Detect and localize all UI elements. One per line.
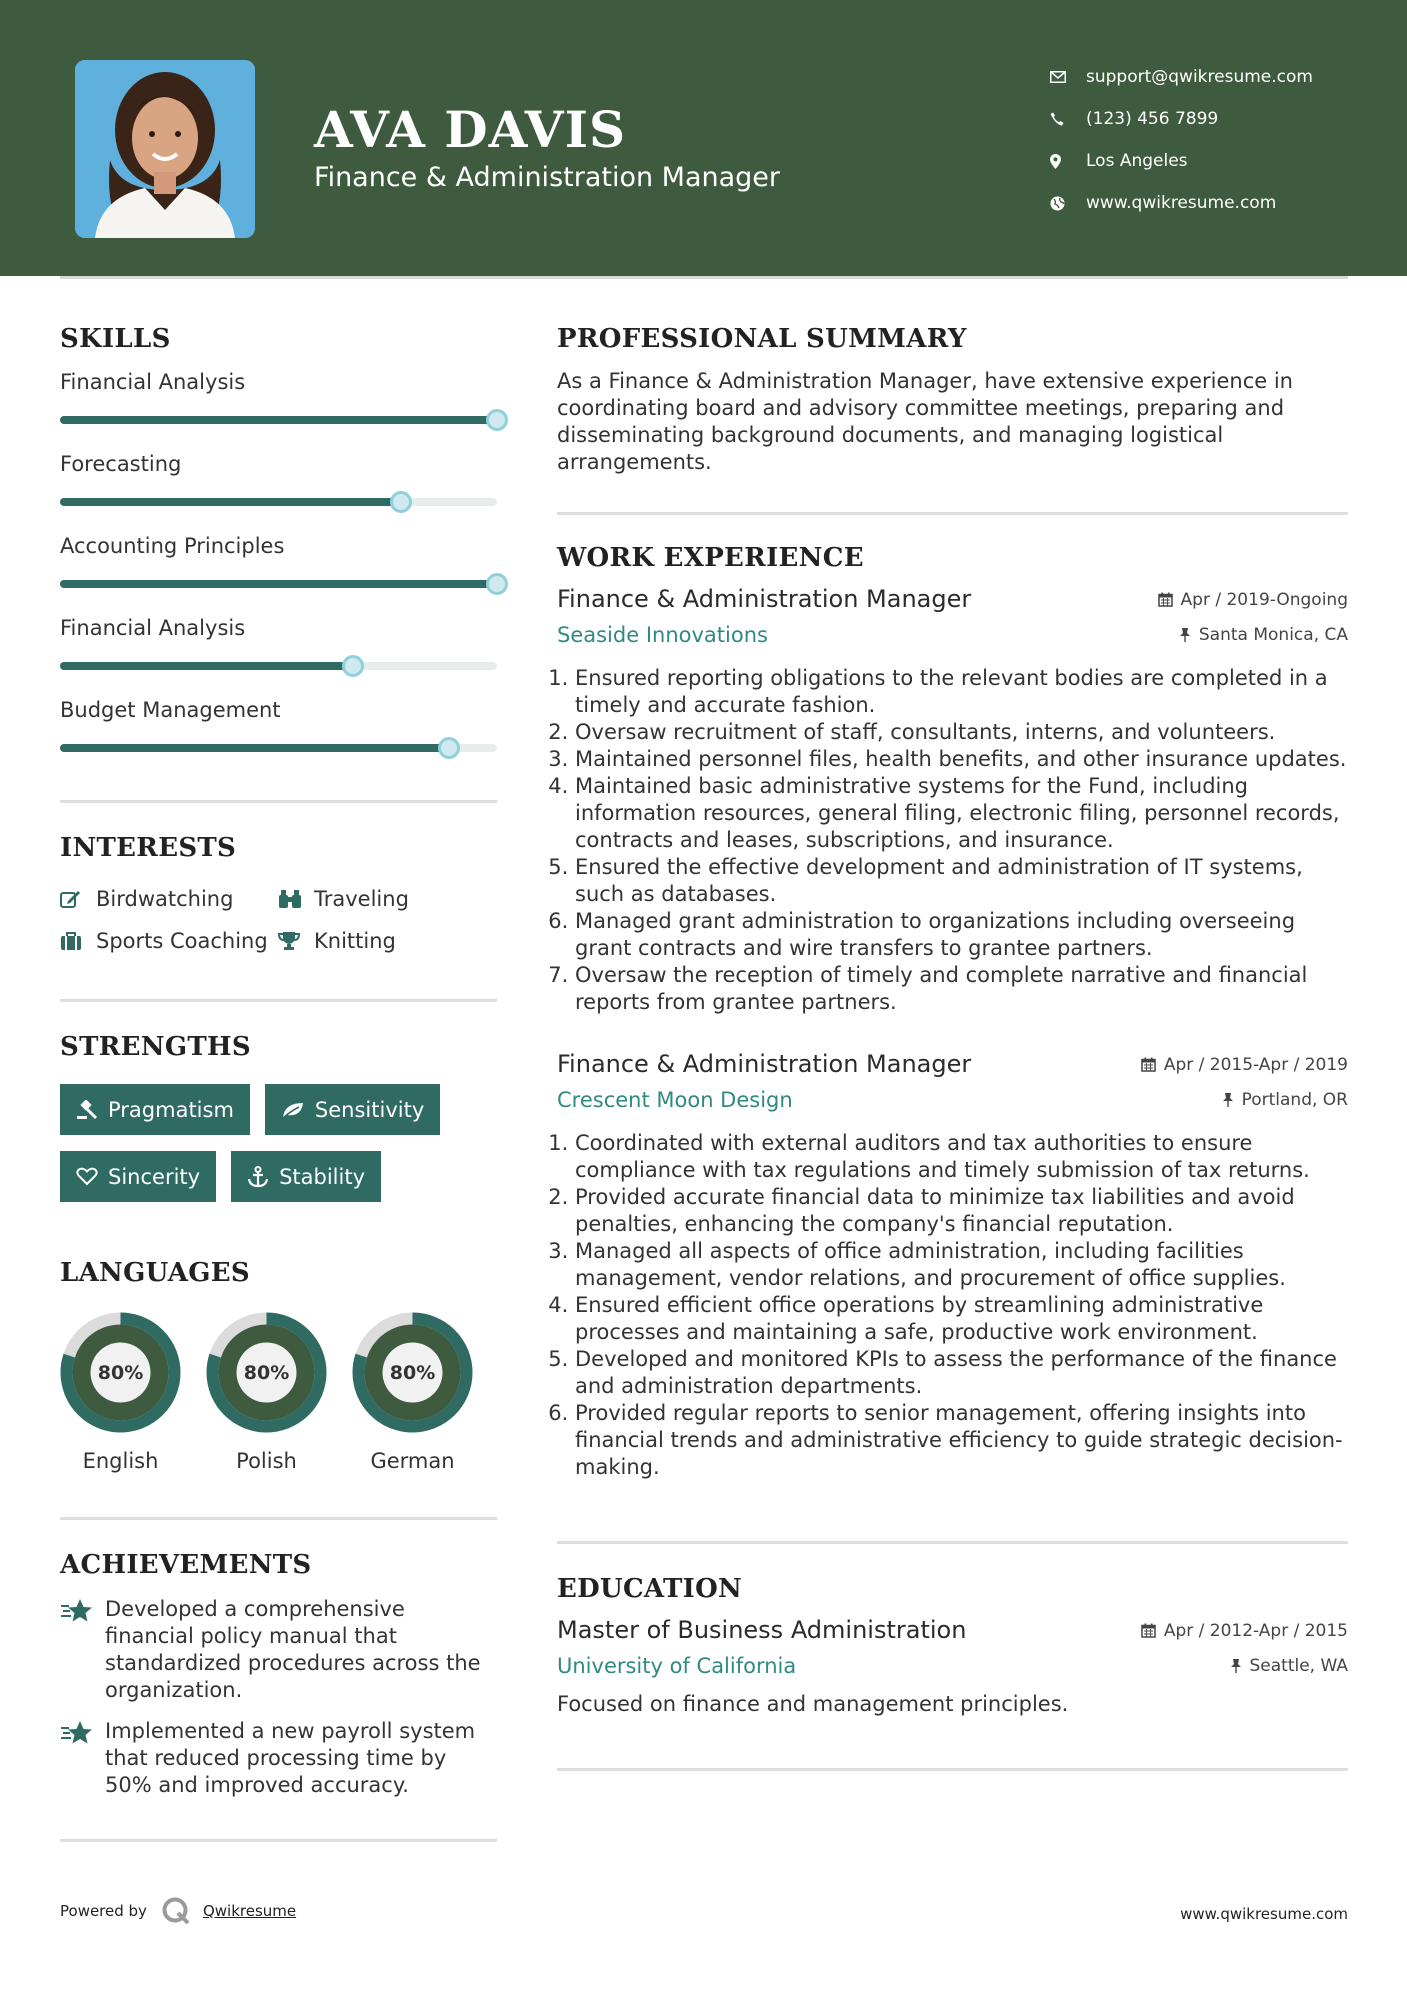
skill-item [60,616,497,670]
skill-bar-knob [486,573,508,595]
footer-website[interactable]: www.qwikresume.com [1180,1905,1348,1923]
skill-bar [60,744,497,752]
job-location-text: Portland, OR [1241,1089,1348,1110]
contact-location-text: Los Angeles [1086,151,1188,171]
skill-bar-fill [60,744,449,752]
skill-label: Budget Management [60,698,281,722]
languages-heading: LANGUAGES [60,1258,250,1288]
company-name: Seaside Innovations [557,623,768,647]
summary-text: As a Finance & Administration Manager, have extensive experience in coordinating board and advisory committee meetings, preparing and disseminating background documents, and managing logistical arrangements. [557,369,1293,474]
skill-item [60,534,497,588]
contact-phone[interactable] [1050,98,1313,140]
pushpin-icon [1222,1092,1234,1107]
language-gauge [352,1312,473,1433]
gauge-percent: 80% [389,1362,436,1384]
job-bullet: 2. Oversaw recruitment of staff, consultants, interns, and volunteers. [575,719,1348,746]
binoculars-icon [278,889,314,909]
gauge-percent: 80% [243,1362,290,1384]
gavel-icon [76,1100,98,1120]
skill-item [60,370,497,424]
job-dates [1158,590,1348,610]
job-bullets [557,665,1348,1016]
brand-link[interactable]: Qwikresume [202,1902,297,1920]
skill-label: Financial Analysis [60,616,246,640]
job-dates-text: Apr / 2019-Ongoing [1180,589,1348,610]
strength-tag [265,1084,440,1135]
strength-label: Pragmatism [108,1097,234,1122]
star-icon [60,1718,105,1799]
job-dates [1141,1055,1348,1075]
phone-icon [1050,112,1086,126]
header-divider [60,276,1348,279]
contact-email-text: support@qwikresume.com [1086,67,1313,87]
education-heading: EDUCATION [557,1574,743,1604]
job-bullet: 3. Maintained personnel files, health benefits, and other insurance updates. [575,746,1348,773]
interest-item [60,929,278,953]
section-divider [60,1839,497,1842]
education-subheader [557,1654,1348,1678]
language-item [60,1312,181,1473]
footer-powered-by [60,1896,296,1926]
contact-website-text: www.qwikresume.com [1086,193,1277,213]
skill-bar-knob [390,491,412,513]
language-gauge [206,1312,327,1433]
skill-bar-knob [438,737,460,759]
skill-bar [60,498,497,506]
globe-icon [1050,196,1086,211]
interests-heading: INTERESTS [60,833,237,863]
education-section [557,1574,1348,1716]
job-location-text: Santa Monica, CA [1198,624,1348,645]
trophy-icon [278,931,314,951]
interest-item [278,929,497,953]
job-subheader [557,623,1348,647]
calendar-icon [1158,592,1173,607]
header [0,0,1407,276]
map-marker-icon [1050,154,1086,169]
leaf-icon [281,1101,305,1119]
job-bullet: 1. Ensured reporting obligations to the relevant bodies are completed in a timely and accurate fashion. [575,665,1348,719]
strength-tag [231,1151,381,1202]
strength-tag [60,1151,216,1202]
strengths-list [60,1084,497,1202]
interest-item [278,887,497,911]
skill-bar-fill [60,580,497,588]
pushpin-icon [1230,1658,1242,1673]
profile-photo [75,60,255,238]
job-header [557,1050,1348,1078]
education-location-text: Seattle, WA [1249,1655,1348,1676]
contact-website[interactable] [1050,182,1313,224]
skill-label: Financial Analysis [60,370,246,394]
job-location [1222,1090,1348,1110]
skills-section [60,324,497,752]
degree-title: Master of Business Administration [557,1616,967,1644]
calendar-icon [1141,1057,1156,1072]
achievement-text: Developed a comprehensive financial policy manual that standardized procedures across the organization. [105,1597,481,1702]
pushpin-icon [1179,627,1191,642]
powered-by-label: Powered by [60,1902,147,1920]
job-dates-text: Apr / 2015-Apr / 2019 [1163,1054,1348,1075]
summary-section [557,324,1348,476]
achievement-item [60,1718,497,1799]
interest-label: Traveling [314,887,409,911]
interest-label: Birdwatching [96,887,234,911]
left-column [60,320,497,1842]
strengths-section [60,1032,497,1202]
language-label: German [370,1449,455,1473]
section-divider [60,800,497,803]
experience-section [557,543,1348,1481]
job-bullet: 2. Provided accurate financial data to minimize tax liabilities and avoid penalties, enhancing the company's financial reputation. [575,1184,1348,1238]
achievements-heading: ACHIEVEMENTS [60,1550,312,1580]
skill-item [60,452,497,506]
skill-bar [60,580,497,588]
interests-section [60,833,497,953]
strength-tag [60,1084,250,1135]
job-bullet: 6. Managed grant administration to organizations including overseeing grant contracts and wire transfers to grantee partners. [575,908,1348,962]
job-title: Finance & Administration Manager [557,585,972,613]
strength-label: Stability [279,1164,366,1189]
education-dates [1141,1621,1348,1641]
language-label: Polish [236,1449,297,1473]
candidate-name: AVA DAVIS [314,100,627,159]
section-divider [60,999,497,1002]
section-divider [60,1517,497,1520]
star-icon [60,1596,105,1704]
job-bullet: 4. Maintained basic administrative systems for the Fund, including information resources, general filing, electronic filing, personnel records, contracts and leases, subscriptions, and insurance. [575,773,1348,854]
skill-bar-knob [342,655,364,677]
job-bullets [557,1130,1348,1481]
education-description: Focused on finance and management principles. [557,1692,1069,1716]
languages-section [60,1258,497,1473]
education-dates-text: Apr / 2012-Apr / 2015 [1163,1620,1348,1641]
language-item [352,1312,473,1473]
strengths-heading: STRENGTHS [60,1032,251,1062]
achievements-section [60,1550,497,1799]
interests-list [60,887,497,953]
skill-label: Accounting Principles [60,534,285,558]
section-divider [557,512,1348,515]
envelope-icon [1050,71,1086,83]
job-bullet: 1. Coordinated with external auditors and tax authorities to ensure compliance with tax regulations and timely submission of tax returns. [575,1130,1348,1184]
job-bullet: 5. Developed and monitored KPIs to assess the performance of the finance and administration departments. [575,1346,1348,1400]
skill-bar-fill [60,498,401,506]
interest-label: Knitting [314,929,396,953]
experience-heading: WORK EXPERIENCE [557,543,864,573]
section-divider [557,1768,1348,1771]
skill-bar-fill [60,662,353,670]
briefcase-icon [60,932,96,951]
heart-icon [76,1167,98,1186]
language-label: English [82,1449,159,1473]
language-item [206,1312,327,1473]
company-name: Crescent Moon Design [557,1088,793,1112]
skill-bar-knob [486,409,508,431]
education-location [1230,1656,1349,1676]
job-bullet: 5. Ensured the effective development and administration of IT systems, such as databases. [575,854,1348,908]
job-entry [557,585,1348,1016]
job-header [557,585,1348,613]
skill-bar [60,662,497,670]
job-bullet: 4. Ensured efficient office operations by streamlining administrative processes and maintaining a safe, productive work environment. [575,1292,1348,1346]
job-bullet: 6. Provided regular reports to senior management, offering insights into financial trends and administrative efficiency to guide strategic decision-making. [575,1400,1348,1481]
candidate-title: Finance & Administration Manager [314,162,781,193]
languages-list [60,1312,497,1473]
skill-item [60,698,497,752]
language-gauge [60,1312,181,1433]
contact-email[interactable] [1050,56,1313,98]
achievement-text: Implemented a new payroll system that reduced processing time by 50% and improved accuracy. [105,1719,476,1797]
skill-bar-fill [60,416,497,424]
job-bullet: 3. Managed all aspects of office administration, including facilities management, vendor relations, and procurement of office supplies. [575,1238,1348,1292]
skill-label: Forecasting [60,452,182,476]
edit-icon [60,889,96,909]
strength-label: Sensitivity [314,1097,425,1122]
strength-label: Sincerity [108,1164,201,1189]
skill-bar [60,416,497,424]
summary-heading: PROFESSIONAL SUMMARY [557,324,967,354]
qwikresume-logo-icon [161,1896,191,1926]
job-title: Finance & Administration Manager [557,1050,972,1078]
section-divider [557,1541,1348,1544]
contact-list [1050,56,1313,224]
job-entry [557,1050,1348,1481]
job-bullet: 7. Oversaw the reception of timely and complete narrative and financial reports from grantee partners. [575,962,1348,1016]
interest-item [60,887,278,911]
interest-label: Sports Coaching [96,929,268,953]
school-name: University of California [557,1654,797,1678]
contact-location [1050,140,1313,182]
right-column [557,320,1348,1771]
achievement-item [60,1596,497,1704]
anchor-icon [247,1166,269,1188]
job-location [1179,625,1348,645]
job-subheader [557,1088,1348,1112]
calendar-icon [1141,1623,1156,1638]
skills-heading: SKILLS [60,324,171,354]
gauge-percent: 80% [97,1362,144,1384]
contact-phone-text: (123) 456 7899 [1086,109,1219,129]
education-header [557,1616,1348,1644]
